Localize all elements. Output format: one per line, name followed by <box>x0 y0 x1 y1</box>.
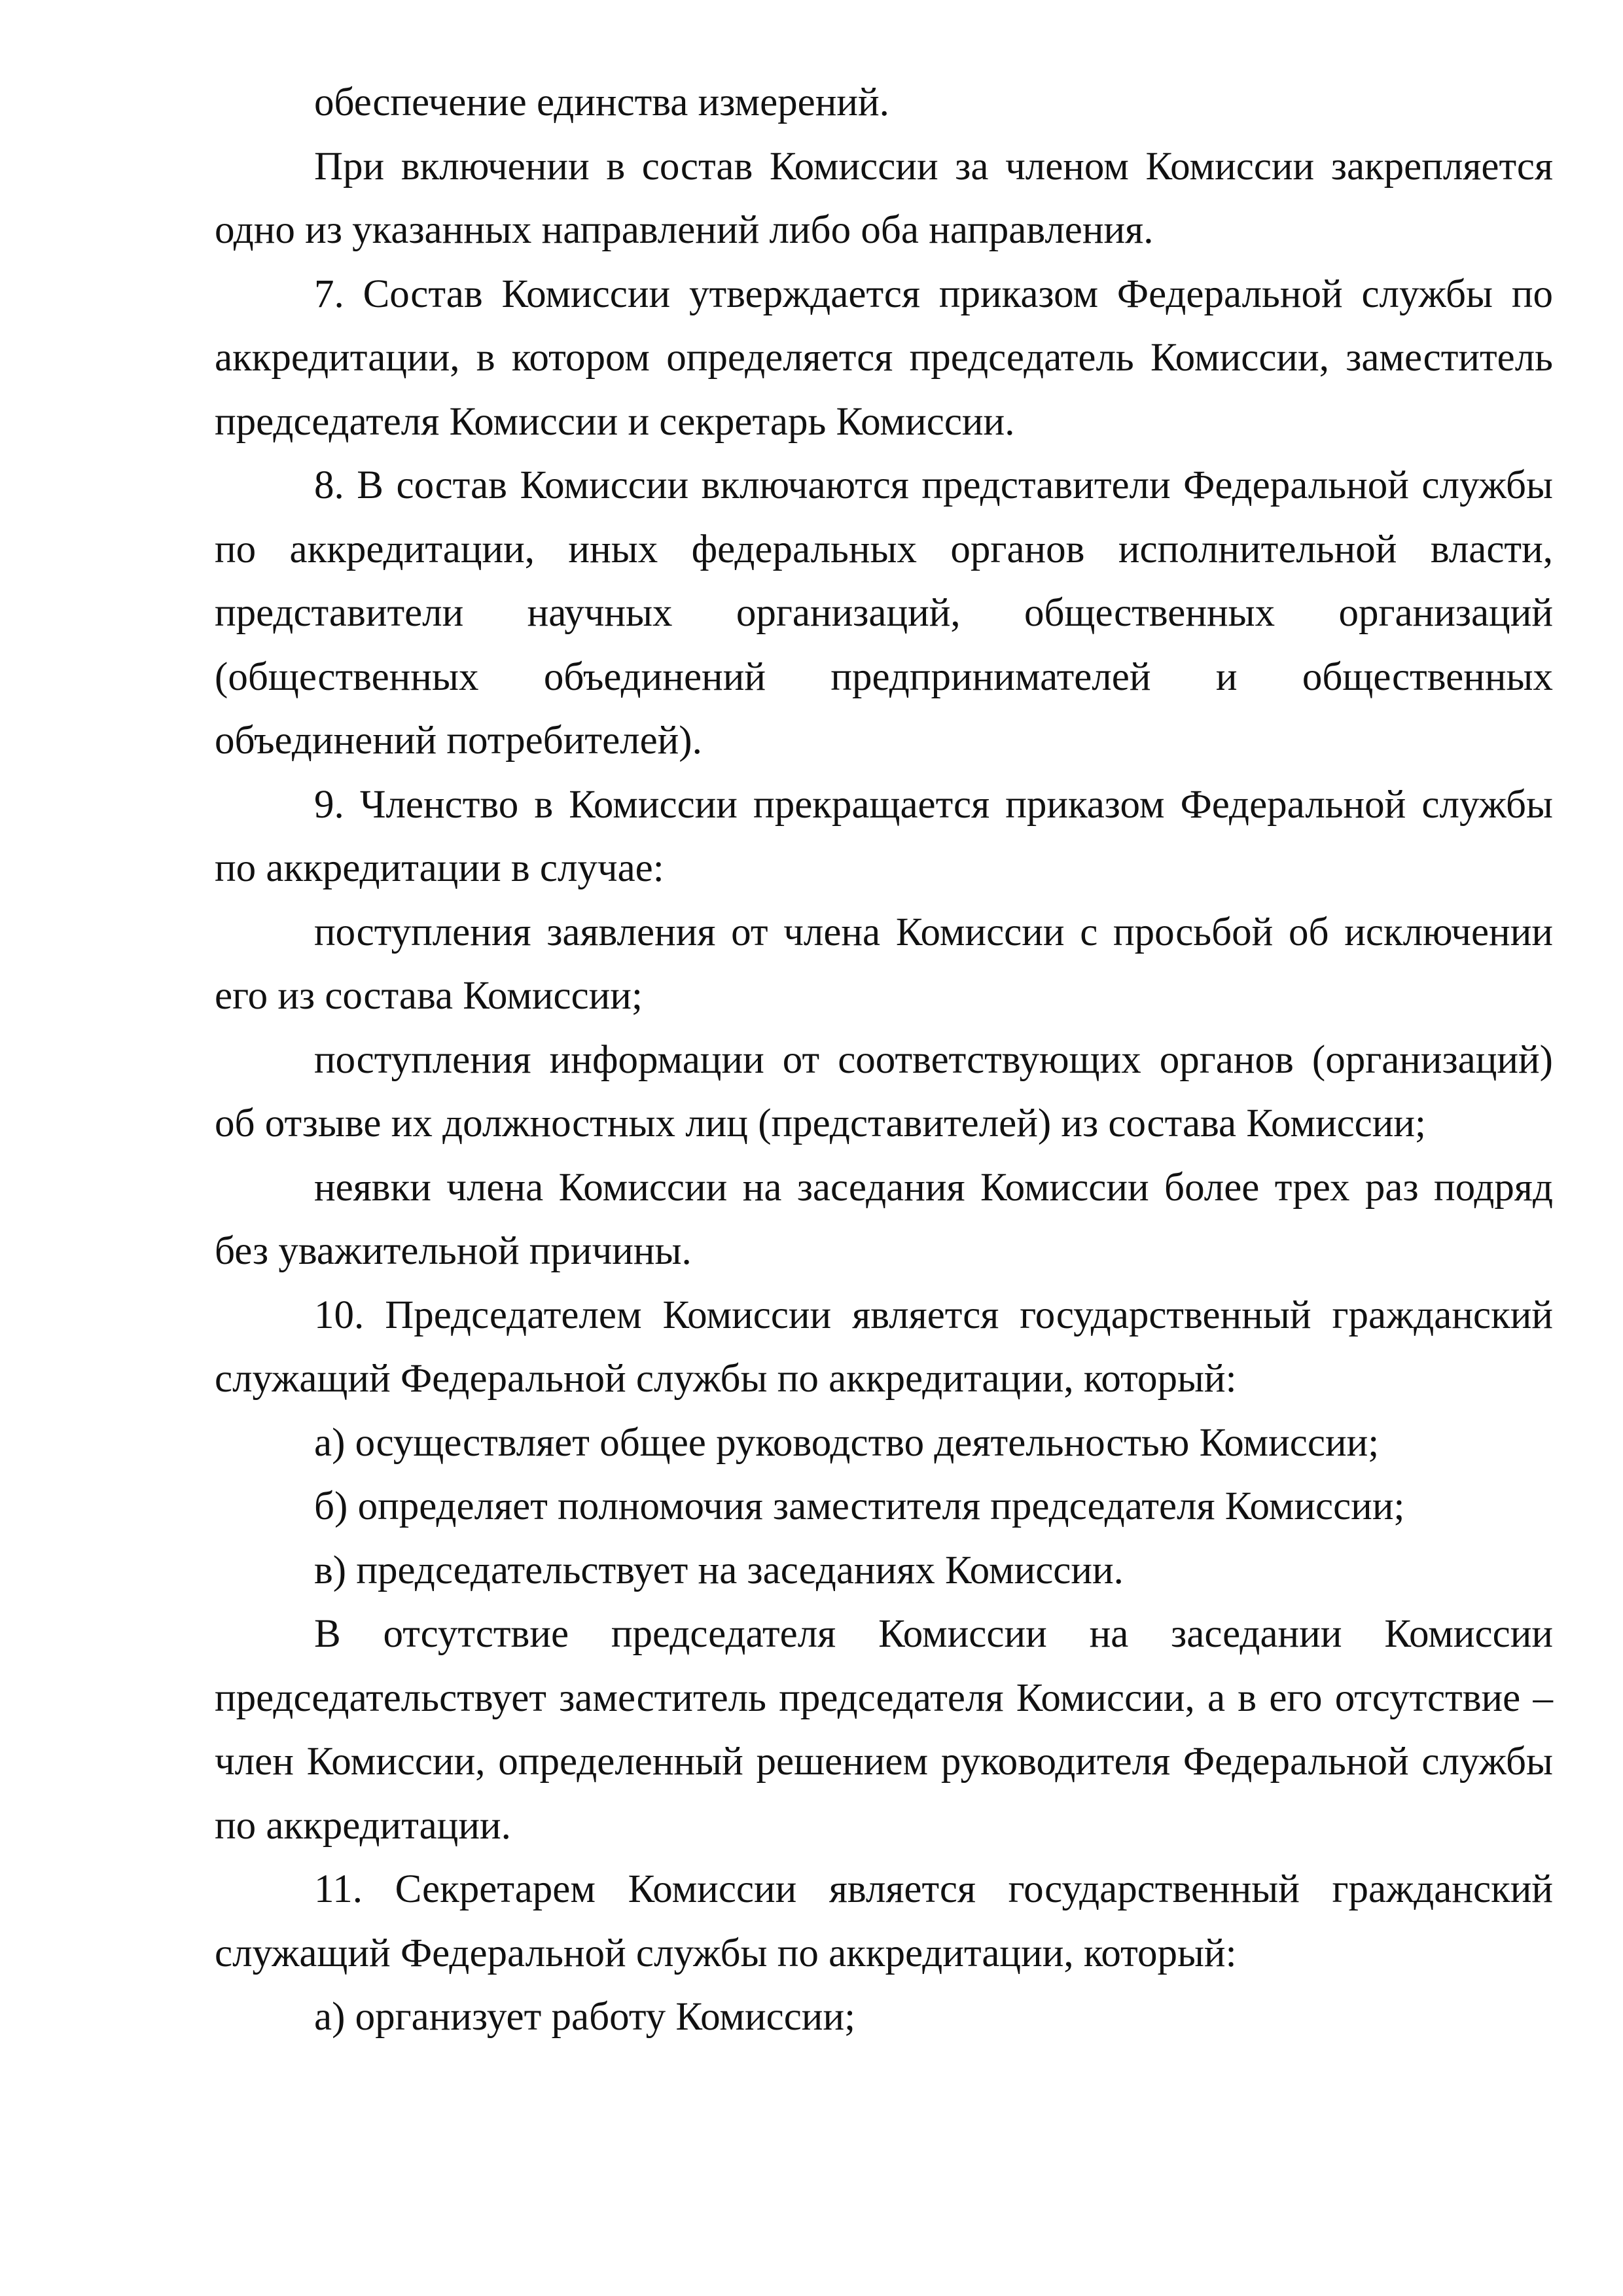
list-item-secretary-a: а) организует работу Комиссии; <box>314 1995 856 2039</box>
list-item-application: поступления заявления от члена Комиссии с просьбой об исключении его из состава Комиссии; <box>215 910 1553 1018</box>
paragraph-11-secretary: 11. Секретарем Комиссии является государственный гражданский служащий Федеральной службы по аккредитации, который: <box>215 1867 1553 1975</box>
paragraph-8-members: 8. В состав Комиссии включаются представители Федеральной службы по аккредитации, иных федеральных органов исполнительной власти, представители научных организаций, общественных организаций (общественных объединений предпринимателей и общественных объединений потребителей). <box>215 463 1553 762</box>
paragraph-member-directions: При включении в состав Комиссии за членом Комиссии закрепляется одно из указанных направлений либо оба направления. <box>215 144 1553 252</box>
paragraph-chairman-absence: В отсутствие председателя Комиссии на заседании Комиссии председательствует заместитель председателя Комиссии, а в его отсутствие – член Комиссии, определенный решением руководителя Федеральной службы по аккредитации. <box>215 1612 1553 1848</box>
document-body <box>215 71 1553 2049</box>
paragraph-measurement-unity: обеспечение единства измерений. <box>314 81 889 124</box>
list-item-recall-information: поступления информации от соответствующих органов (организаций) об отзыве их должностных лиц (представителей) из состава Комиссии; <box>215 1037 1553 1145</box>
list-item-chairman-a: а) осуществляет общее руководство деятельностью Комиссии; <box>314 1420 1380 1465</box>
paragraph-9-membership-termination: 9. Членство в Комиссии прекращается приказом Федеральной службы по аккредитации в случае: <box>215 782 1553 890</box>
list-item-chairman-b: б) определяет полномочия заместителя председателя Комиссии; <box>314 1484 1405 1528</box>
list-item-chairman-c: в) председательствует на заседаниях Комиссии. <box>314 1548 1124 1592</box>
paragraph-10-chairman: 10. Председателем Комиссии является государственный гражданский служащий Федеральной службы по аккредитации, который: <box>215 1293 1553 1401</box>
list-item-absence: неявки члена Комиссии на заседания Комиссии более трех раз подряд без уважительной причины. <box>215 1165 1553 1273</box>
paragraph-7-composition: 7. Состав Комиссии утверждается приказом Федеральной службы по аккредитации, в котором определяется председатель Комиссии, заместитель председателя Комиссии и секретарь Комиссии. <box>215 272 1553 444</box>
